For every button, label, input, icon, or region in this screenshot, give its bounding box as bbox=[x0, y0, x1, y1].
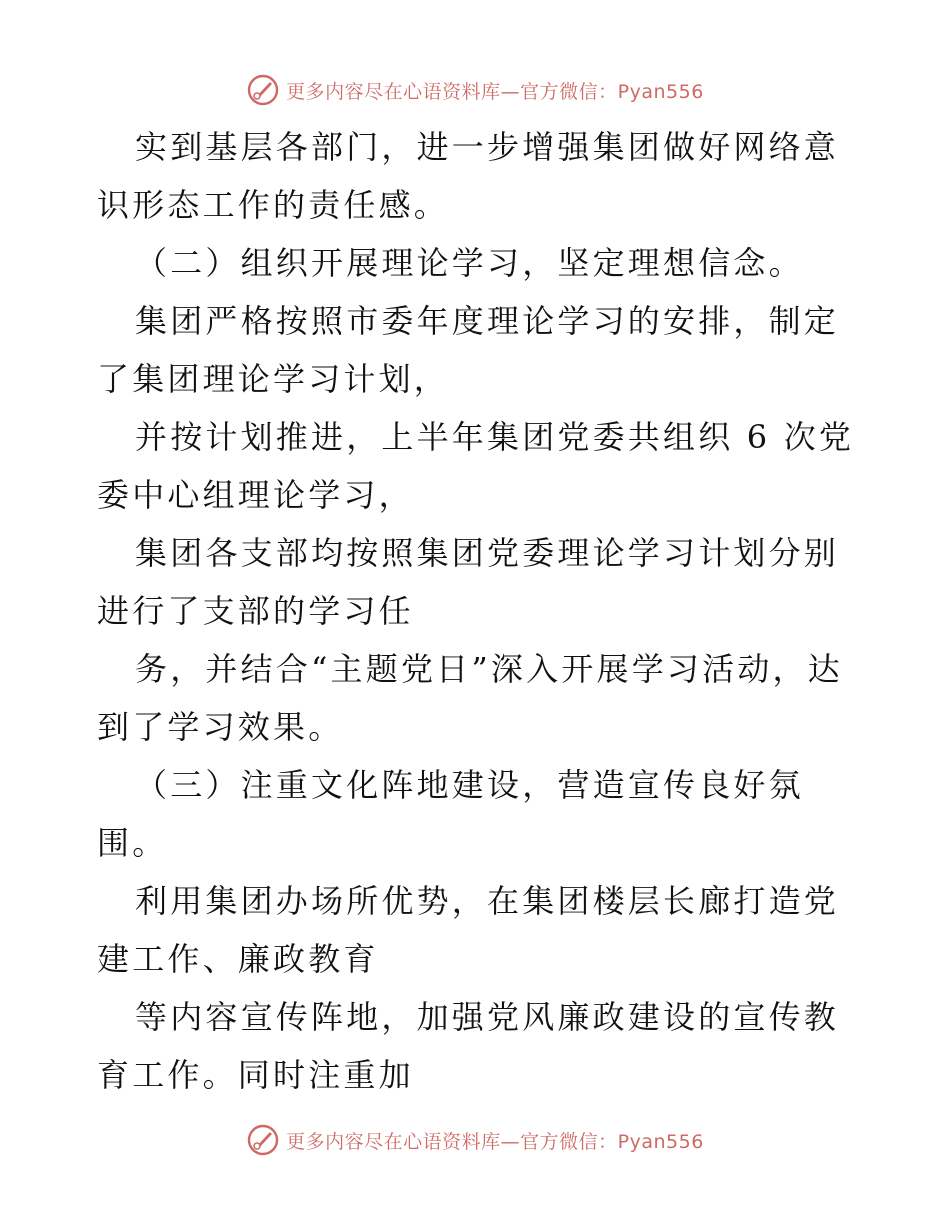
watermark-text: 更多内容尽在心语资料库—官方微信：Pyan556 bbox=[286, 80, 704, 103]
feather-pen-circle-icon bbox=[246, 73, 280, 107]
watermark-text: 更多内容尽在心语资料库—官方微信：Pyan556 bbox=[286, 1130, 704, 1153]
paragraph-6: 利用集团办场所优势，在集团楼层长廊打造党建工作、廉政教育 bbox=[97, 882, 840, 978]
paragraph-4: 集团各支部均按照集团党委理论学习计划分别进行了支部的学习任 bbox=[97, 534, 840, 630]
header-watermark bbox=[0, 70, 950, 110]
footer-watermark bbox=[0, 1120, 950, 1160]
paragraph-3: 并按计划推进，上半年集团党委共组织 6 次党委中心组理论学习， bbox=[97, 418, 855, 514]
document-body bbox=[97, 118, 857, 1104]
feather-pen-circle-icon bbox=[246, 1123, 280, 1157]
section-heading-2: （二）组织开展理论学习，坚定理想信念。 bbox=[135, 244, 804, 282]
paragraph-7: 等内容宣传阵地，加强党风廉政建设的宣传教育工作。同时注重加 bbox=[97, 998, 840, 1094]
paragraph-5: 务，并结合“主题党日”深入开展学习活动，达到了学习效果。 bbox=[97, 650, 843, 746]
paragraph-2: 集团严格按照市委年度理论学习的安排，制定了集团理论学习计划， bbox=[97, 302, 840, 398]
paragraph-1: 实到基层各部门，进一步增强集团做好网络意识形态工作的责任感。 bbox=[97, 128, 840, 224]
section-heading-3: （三）注重文化阵地建设，营造宣传良好氛围。 bbox=[97, 766, 804, 862]
